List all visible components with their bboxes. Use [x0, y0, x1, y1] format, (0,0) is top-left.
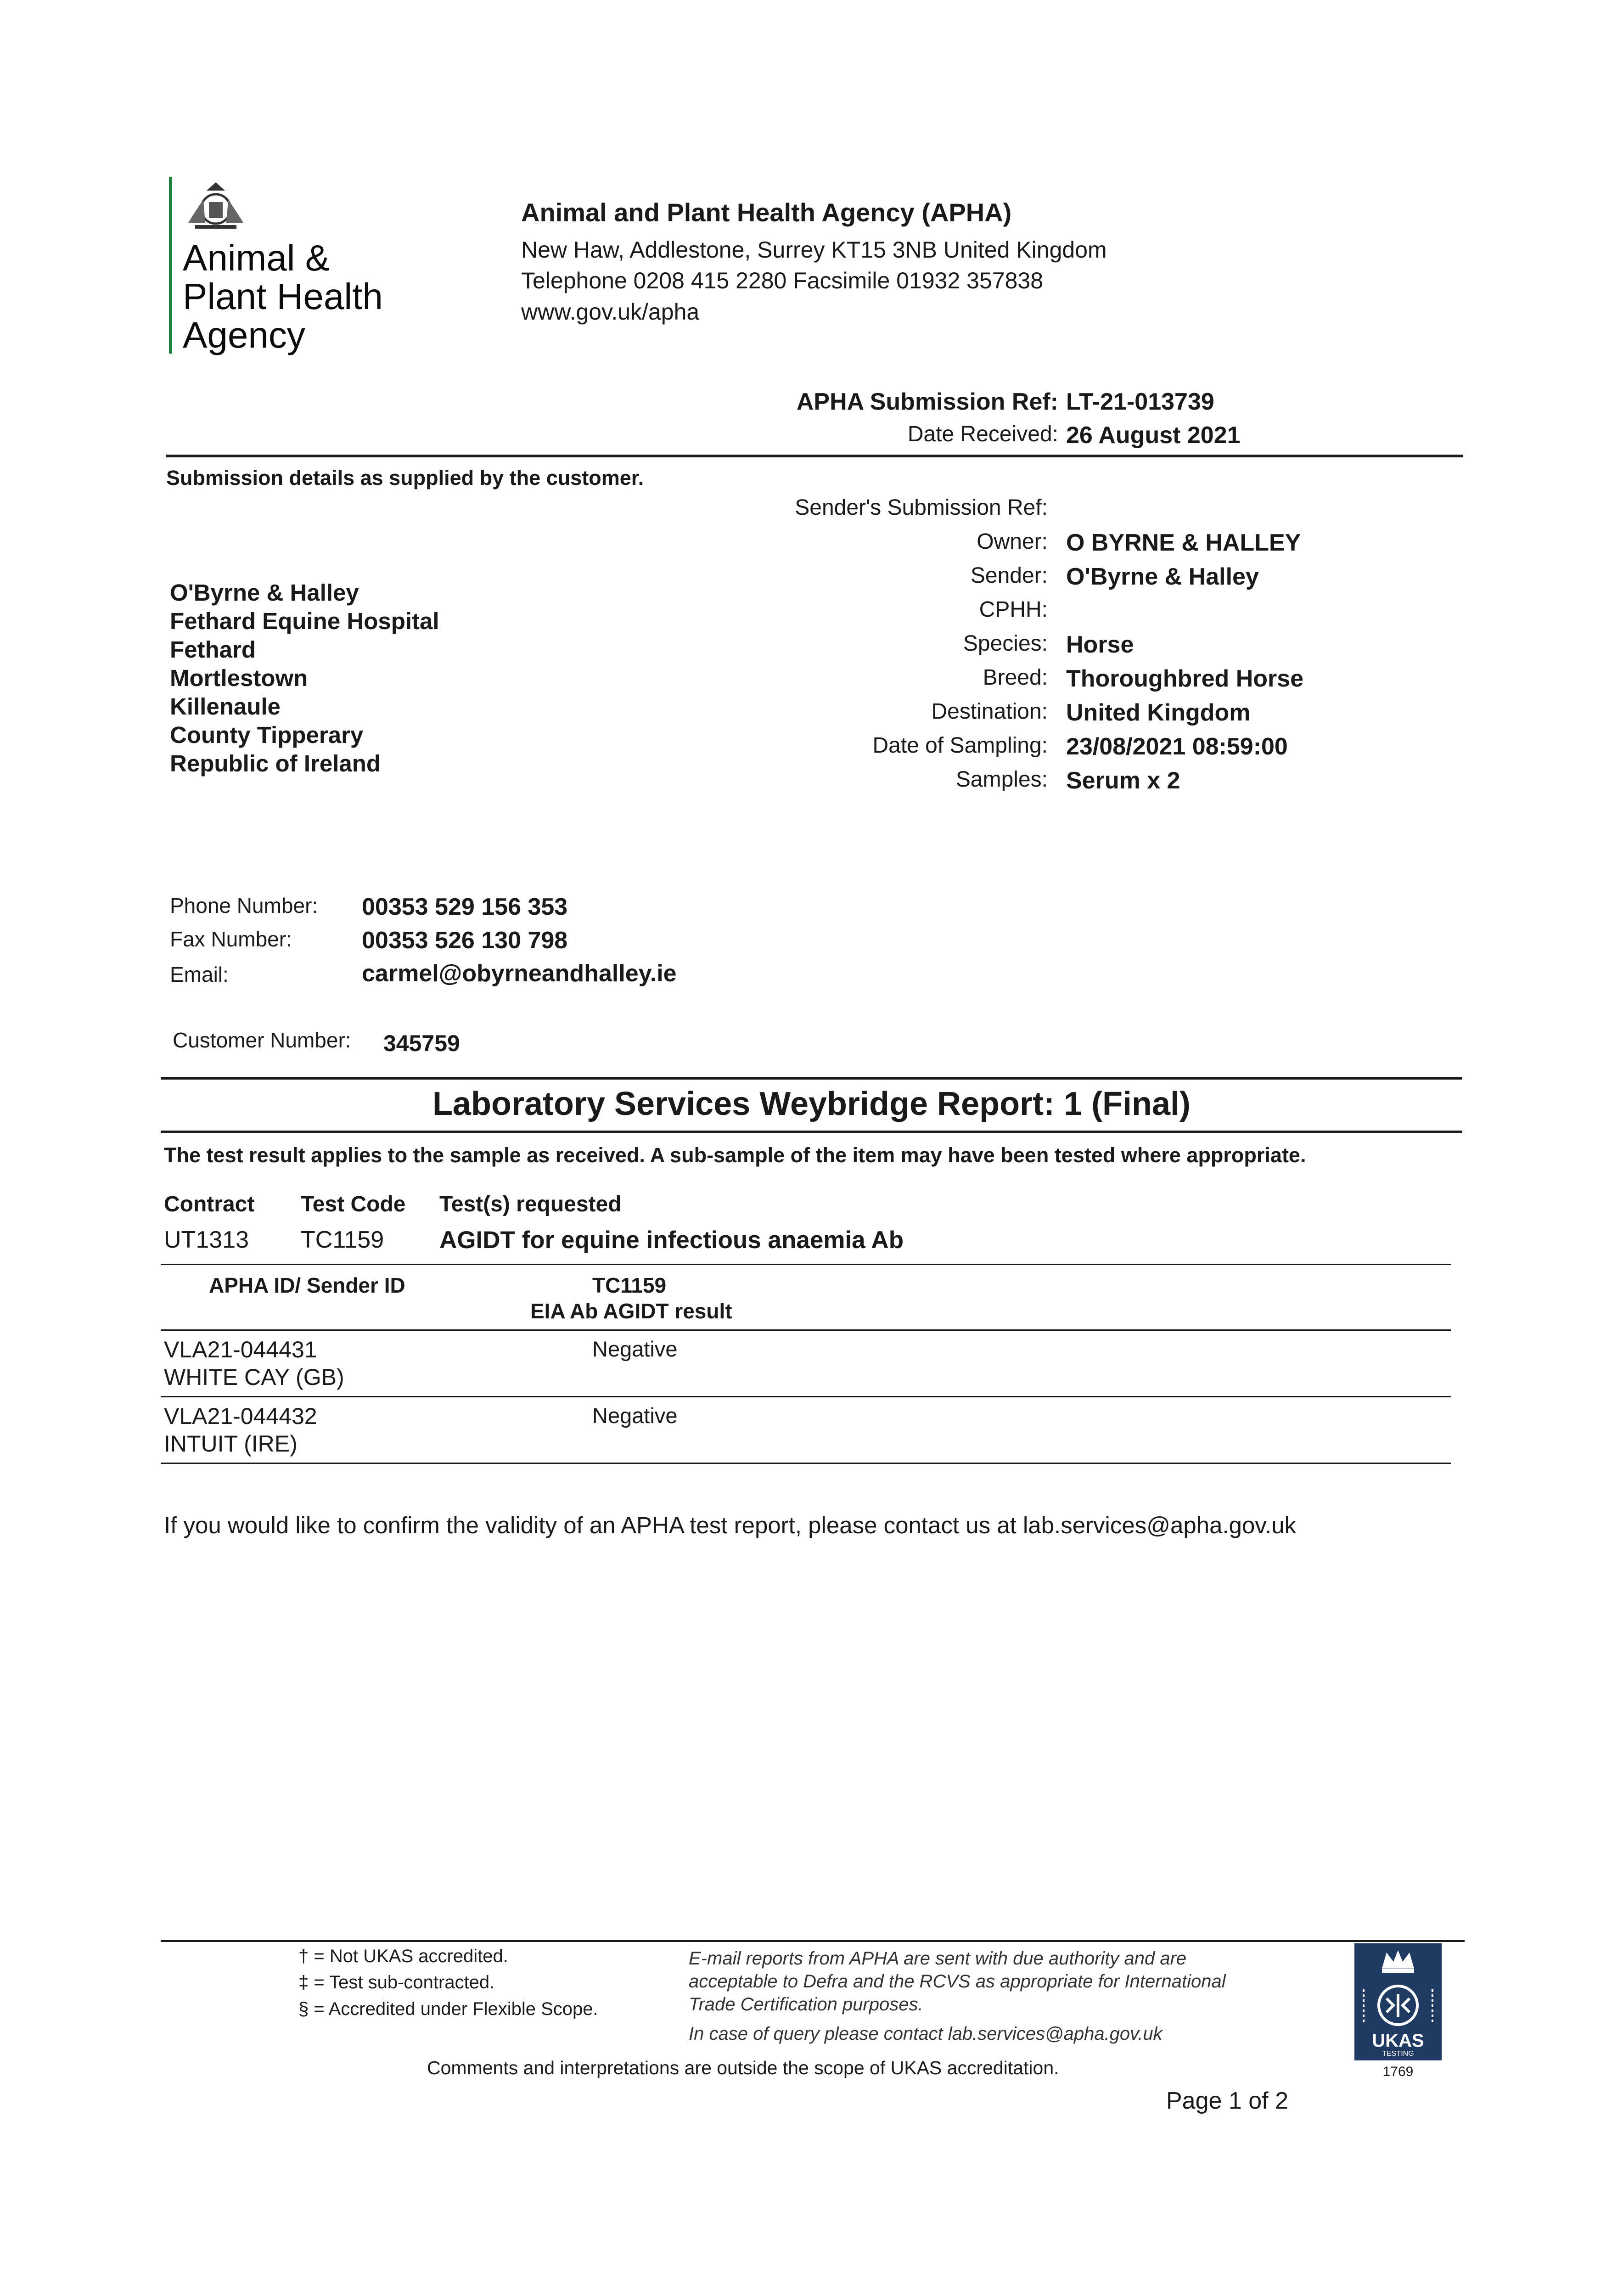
agency-name: Animal and Plant Health Agency (APHA) — [521, 198, 1012, 227]
page-number: Page 1 of 2 — [1166, 2088, 1288, 2114]
ukas-logo — [1354, 1943, 1442, 2060]
detail-label-senders-ref: Sender's Submission Ref: — [795, 495, 1048, 520]
date-received-value: 26 August 2021 — [1066, 422, 1241, 449]
address-line: O'Byrne & Halley — [170, 580, 359, 606]
detail-value-owner: O BYRNE & HALLEY — [1066, 529, 1301, 556]
legend-sub-contracted: ‡ = Test sub-contracted. — [298, 1972, 495, 1992]
logo-line-2: Plant Health — [183, 276, 383, 317]
email-note-line: acceptable to Defra and the RCVS as appropriate for International — [689, 1971, 1226, 1992]
row-divider — [161, 1396, 1451, 1397]
email-note-line: E-mail reports from APHA are sent with due authority and are — [689, 1948, 1187, 1969]
submission-ref-value: LT-21-013739 — [1066, 388, 1214, 415]
detail-label-species: Species: — [963, 631, 1048, 656]
ukas-note: Comments and interpretations are outside the scope of UKAS accreditation. — [427, 2057, 1059, 2078]
submission-ref-label: APHA Submission Ref: — [796, 388, 1058, 415]
header-contract: Contract — [164, 1192, 255, 1216]
test-contract-value: UT1313 — [164, 1227, 249, 1253]
detail-value-samples: Serum x 2 — [1066, 767, 1180, 794]
sender-id: WHITE CAY (GB) — [164, 1364, 344, 1390]
detail-label-owner: Owner: — [977, 529, 1048, 554]
test-name-value: AGIDT for equine infectious anaemia Ab — [439, 1227, 904, 1254]
royal-crest-icon — [181, 177, 250, 234]
phone-label: Phone Number: — [170, 894, 318, 917]
result-value: Negative — [592, 1403, 678, 1428]
address-line: Republic of Ireland — [170, 750, 381, 777]
detail-label-cphh: CPHH: — [979, 597, 1048, 622]
agency-website: www.gov.uk/apha — [521, 299, 700, 325]
date-received-label: Date Received: — [907, 422, 1058, 446]
detail-value-sender: O'Byrne & Halley — [1066, 563, 1259, 590]
agency-phone-fax: Telephone 0208 415 2280 Facsimile 01932 357838 — [521, 268, 1044, 293]
apha-id: VLA21-044432 — [164, 1403, 317, 1429]
address-line: Fethard — [170, 636, 256, 663]
fax-label: Fax Number: — [170, 927, 292, 951]
header-test-code: Test Code — [301, 1192, 406, 1216]
ukas-logo-text: UKAS — [1372, 2031, 1424, 2051]
detail-label-breed: Breed: — [983, 665, 1048, 690]
query-note: In case of query please contact lab.services@apha.gov.uk — [689, 2024, 1162, 2044]
footer-divider — [161, 1940, 1465, 1942]
address-line: County Tipperary — [170, 722, 364, 748]
detail-value-destination: United Kingdom — [1066, 699, 1251, 726]
submission-note: Submission details as supplied by the customer. — [166, 466, 644, 490]
logo-line-3: Agency — [183, 315, 305, 355]
header-tests-requested: Test(s) requested — [439, 1192, 622, 1216]
customer-number-label: Customer Number: — [173, 1028, 351, 1052]
detail-value-date-of-sampling: 23/08/2021 08:59:00 — [1066, 733, 1288, 760]
legend-not-accredited: † = Not UKAS accredited. — [298, 1946, 508, 1966]
test-code-value: TC1159 — [301, 1227, 384, 1253]
validity-note: If you would like to confirm the validity of an APHA test report, please contact us at lab.services@apha.gov.uk — [164, 1512, 1297, 1538]
detail-label-samples: Samples: — [955, 767, 1048, 792]
report-title-divider — [161, 1131, 1462, 1133]
apha-id: VLA21-044431 — [164, 1337, 317, 1362]
results-header-divider — [161, 1329, 1451, 1331]
legend-flexible-scope: § = Accredited under Flexible Scope. — [298, 1999, 598, 2019]
report-top-divider — [161, 1077, 1462, 1080]
detail-label-sender: Sender: — [970, 563, 1048, 588]
ukas-number: 1769 — [1382, 2064, 1414, 2079]
address-line: Killenaule — [170, 693, 281, 720]
detail-label-date-of-sampling: Date of Sampling: — [872, 733, 1048, 758]
logo-accent-bar — [169, 177, 172, 354]
results-header-id: APHA ID/ Sender ID — [209, 1273, 405, 1297]
report-title: Laboratory Services Weybridge Report: 1 (Final) — [432, 1086, 1191, 1122]
email-label: Email: — [170, 962, 229, 986]
phone-value: 00353 529 156 353 — [362, 894, 568, 920]
results-header-code: TC1159 — [592, 1273, 667, 1297]
row-divider — [161, 1463, 1451, 1464]
fax-value: 00353 526 130 798 — [362, 927, 568, 954]
address-line: Fethard Equine Hospital — [170, 608, 439, 634]
email-note-line: Trade Certification purposes. — [689, 1994, 923, 2015]
results-header-result: EIA Ab AGIDT result — [530, 1299, 732, 1323]
address-line: Mortlestown — [170, 665, 308, 691]
customer-number-value: 345759 — [383, 1030, 460, 1056]
detail-value-breed: Thoroughbred Horse — [1066, 665, 1304, 692]
detail-value-species: Horse — [1066, 631, 1134, 658]
tests-divider — [161, 1264, 1451, 1265]
logo-line-1: Animal & — [183, 237, 330, 278]
email-value[interactable]: carmel@obyrneandhalley.ie — [362, 960, 677, 987]
result-value: Negative — [592, 1337, 678, 1361]
detail-label-destination: Destination: — [931, 699, 1048, 724]
header-divider — [166, 455, 1463, 457]
sender-id: INTUIT (IRE) — [164, 1431, 298, 1457]
agency-address: New Haw, Addlestone, Surrey KT15 3NB United Kingdom — [521, 237, 1107, 263]
report-note: The test result applies to the sample as received. A sub-sample of the item may have been tested where appropriate. — [164, 1143, 1306, 1167]
ukas-logo-sub: TESTING — [1382, 2050, 1414, 2058]
